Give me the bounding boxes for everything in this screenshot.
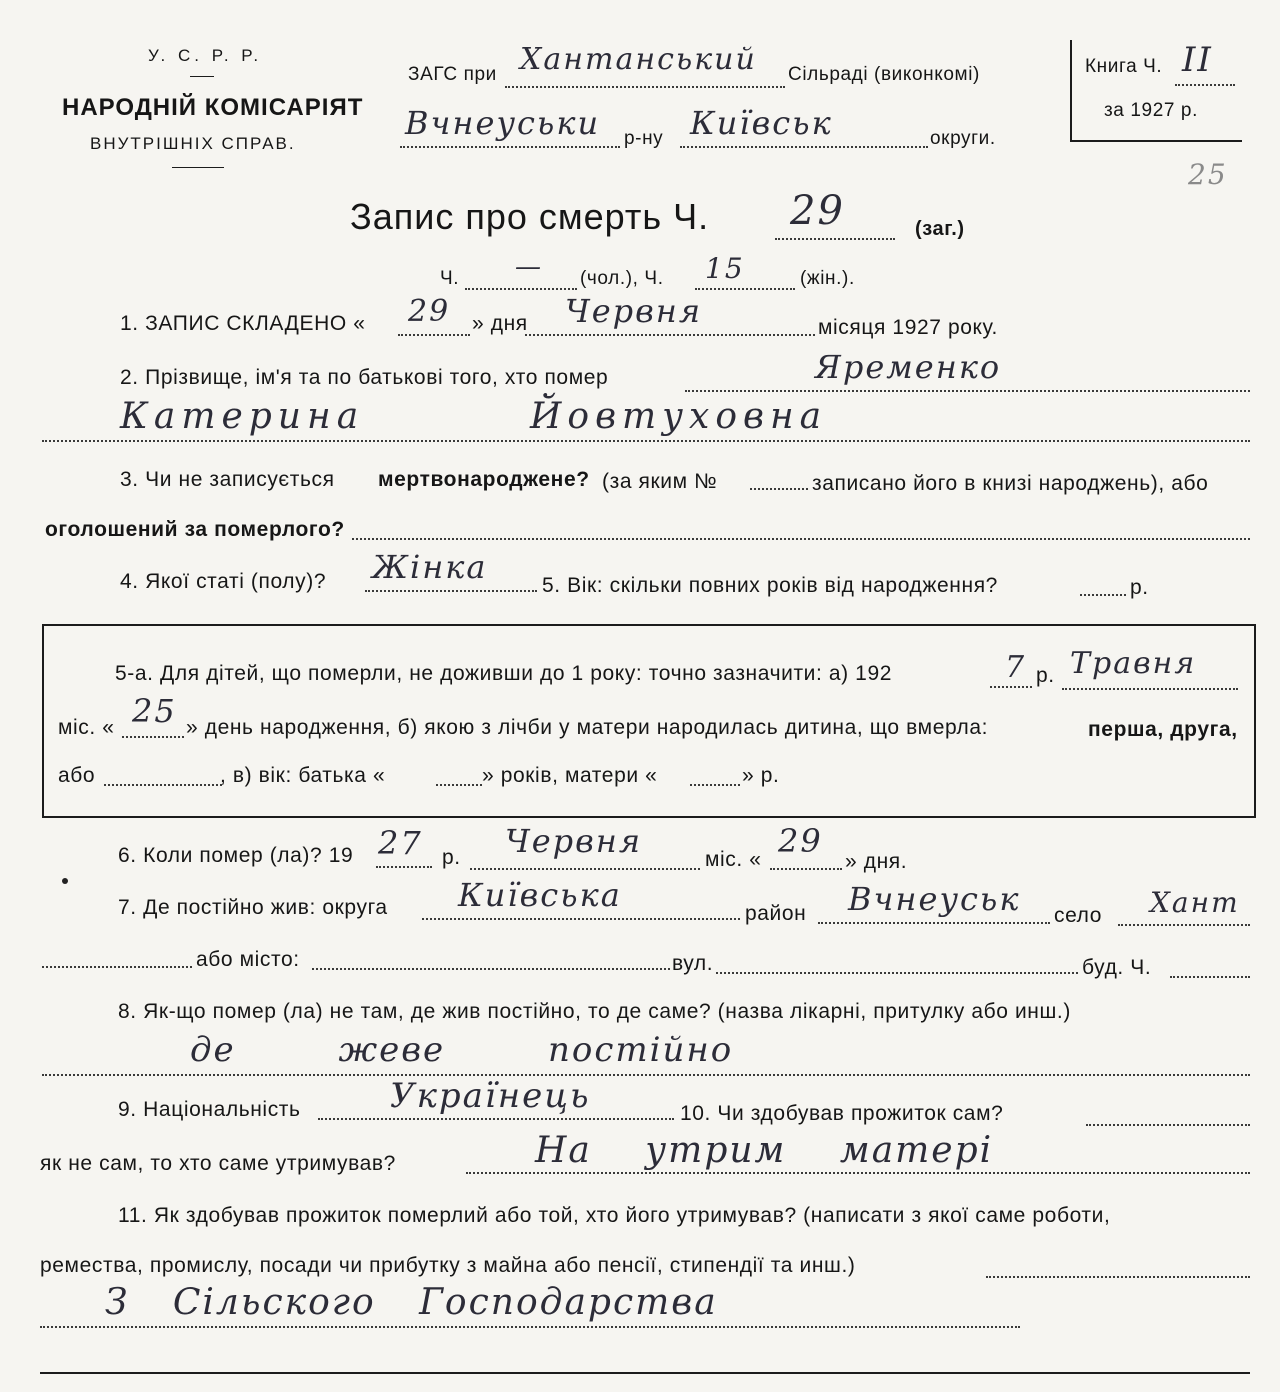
fill-line	[680, 146, 928, 148]
fill-line	[1170, 976, 1250, 978]
fill-line	[436, 784, 482, 786]
field-7-selo-handwritten: Хант	[1150, 886, 1240, 919]
okruha-handwritten: Київськ	[690, 104, 833, 142]
field-6-year-handwritten: 27	[378, 824, 423, 862]
field-7-label: 7. Де постійно жив: округа	[118, 896, 388, 919]
fill-line	[1062, 688, 1238, 690]
field-1-mid: » дня	[472, 312, 528, 335]
field-4-sex-handwritten: Жінка	[372, 548, 488, 586]
fill-line	[990, 686, 1032, 688]
field-11-label: 11. Як здобував прожиток померлий або той, хто його утримував? (написати з якої саме роботи,	[118, 1204, 1111, 1227]
field-6-r: р.	[442, 846, 461, 869]
divider	[172, 167, 224, 168]
zags-post-label: Сільраді (виконкомі)	[788, 64, 980, 85]
male-label: (чол.), Ч.	[580, 268, 664, 289]
ink-dot	[62, 878, 68, 884]
female-count-handwritten: 15	[705, 252, 745, 285]
fill-line	[986, 1276, 1250, 1278]
fill-line	[422, 918, 740, 920]
field-7-raion-label: район	[745, 902, 807, 925]
field-5a-first-second: перша, друга,	[1088, 718, 1238, 741]
field-1-end: місяця 1927 року.	[818, 316, 998, 339]
field-11-handwritten: З Сільского Господарства	[105, 1282, 718, 1323]
field-11-b-label: ремества, промислу, посади чи прибутку з майна або пенсії, стипендії та инш.)	[40, 1254, 856, 1277]
field-2-label: 2. Прізвище, ім'я та по батькові того, хто помер	[120, 366, 609, 389]
field-7-raion-handwritten: Вчнеуськ	[848, 880, 1021, 918]
field-5a-line1: 5-а. Для дітей, що померли, не доживши до 1 року: точно зазначити: а) 192	[115, 662, 893, 685]
fill-line	[465, 288, 577, 290]
field-2-patronymic-handwritten: Йовтуховна	[530, 396, 828, 437]
fill-line	[750, 488, 808, 490]
okruha-label: округи.	[930, 128, 996, 149]
field-6-month-handwritten: Червня	[505, 822, 643, 860]
field-7-street-label: вул.	[672, 952, 714, 975]
fill-line	[775, 238, 895, 240]
book-label: Книга Ч.	[1085, 56, 1163, 77]
male-count-handwritten: —	[515, 252, 543, 282]
book-year: за 1927 р.	[1104, 100, 1198, 121]
field-5a-line3b: » років, матери «	[482, 764, 658, 787]
fill-line	[1086, 1124, 1250, 1126]
zags-name-handwritten: Хантанський	[520, 42, 757, 77]
ch-label: Ч.	[440, 268, 460, 289]
fill-line	[525, 334, 815, 336]
fill-line	[685, 390, 1250, 392]
field-1-day-handwritten: 29	[408, 294, 451, 329]
field-5a-day-handwritten: 25	[132, 692, 177, 730]
female-label: (жін.).	[800, 268, 855, 289]
field-7-city-label: або місто:	[196, 948, 300, 971]
fill-line	[352, 538, 1250, 540]
field-3-declared-dead: оголошений за померлого?	[45, 518, 345, 541]
zag-label: (заг.)	[915, 218, 965, 240]
field-5-label: 5. Вік: скільки повних років від народження?	[542, 574, 998, 597]
field-5a-mis: міс. «	[58, 716, 115, 739]
fill-line	[470, 868, 700, 870]
field-5a-month-handwritten: Травня	[1070, 646, 1197, 681]
field-10-b-label: як не сам, то хто саме утримував?	[40, 1152, 396, 1175]
fill-line	[716, 972, 1078, 974]
field-9-label: 9. Національність	[118, 1098, 301, 1121]
field-1-month-handwritten: Червня	[565, 292, 703, 330]
fill-line	[42, 1074, 1250, 1076]
field-3-number-label: (за яким №	[602, 470, 718, 493]
field-5a-year-handwritten: 7	[1005, 650, 1027, 685]
field-3-rest: записано його в книзі народжень), або	[812, 472, 1209, 495]
fill-line	[1175, 84, 1235, 86]
margin-note: 25	[1188, 158, 1228, 191]
field-10-handwritten: На утрим матері	[535, 1130, 994, 1171]
fill-line	[1080, 594, 1126, 596]
field-5-end: р.	[1130, 576, 1149, 599]
raion-label: р-ну	[624, 128, 664, 149]
field-5a-abo: або	[58, 764, 96, 787]
fill-line	[42, 966, 192, 968]
field-8-handwritten: де жеве постійно	[190, 1030, 734, 1070]
field-6-mis: міс. «	[705, 848, 762, 871]
field-7-selo-label: село	[1054, 904, 1103, 927]
field-9-handwritten: Українець	[390, 1076, 591, 1116]
fill-line	[400, 146, 620, 148]
fill-line	[318, 1118, 674, 1120]
field-6-day-handwritten: 29	[778, 822, 823, 860]
fill-line	[376, 866, 432, 868]
fill-line	[42, 440, 1250, 442]
bottom-rule	[40, 1372, 1250, 1374]
field-5a-r: р.	[1036, 664, 1055, 687]
republic-label: У. С. Р. Р.	[148, 46, 263, 65]
field-8-label: 8. Як-що помер (ла) не там, де жив постійно, то де саме? (назва лікарні, притулку або инш.)	[118, 1000, 1071, 1023]
field-10-label: 10. Чи здобував прожиток сам?	[680, 1102, 1004, 1125]
field-7-okruha-handwritten: Київська	[458, 876, 622, 914]
fill-line	[1118, 924, 1250, 926]
field-4-label: 4. Якої статі (полу)?	[120, 570, 327, 593]
divider	[190, 76, 214, 77]
field-2-name-handwritten: Катерина	[120, 396, 365, 437]
field-3-label: 3. Чи не записується	[120, 468, 335, 491]
fill-line	[398, 334, 470, 336]
raion-handwritten: Вчнеуськи	[405, 104, 601, 142]
fill-line	[365, 590, 537, 592]
fill-line	[466, 1172, 1250, 1174]
field-3-stillborn: мертвонароджене?	[378, 468, 590, 491]
book-number-handwritten: II	[1182, 40, 1213, 80]
fill-line	[122, 736, 184, 738]
fill-line	[104, 784, 222, 786]
zags-pre-label: ЗАГС при	[408, 64, 497, 85]
record-title: Запис про смерть Ч.	[350, 196, 710, 237]
fill-line	[505, 86, 785, 88]
fill-line	[40, 1326, 1020, 1328]
fill-line	[695, 288, 795, 290]
department-label: ВНУТРІШНІХ СПРАВ.	[90, 134, 296, 153]
fill-line	[312, 968, 670, 970]
field-6-end: » дня.	[845, 850, 908, 873]
field-5a-line3a: , в) вік: батька «	[220, 764, 386, 787]
fill-line	[690, 784, 740, 786]
field-5a-line2: » день народження, б) якою з лічби у матери народилась дитина, що вмерла:	[186, 716, 989, 739]
field-5a-line3c: » р.	[742, 764, 780, 787]
field-7-building-label: буд. Ч.	[1082, 956, 1152, 979]
fill-line	[818, 922, 1050, 924]
field-2-surname-handwritten: Яременко	[815, 348, 1002, 386]
fill-line	[770, 868, 842, 870]
field-1-label: 1. ЗАПИС СКЛАДЕНО «	[120, 312, 366, 335]
commissariat-title: НАРОДНІЙ КОМІСАРІЯТ	[62, 94, 364, 121]
record-number-handwritten: 29	[790, 188, 845, 234]
field-6-label: 6. Коли помер (ла)? 19	[118, 844, 354, 867]
